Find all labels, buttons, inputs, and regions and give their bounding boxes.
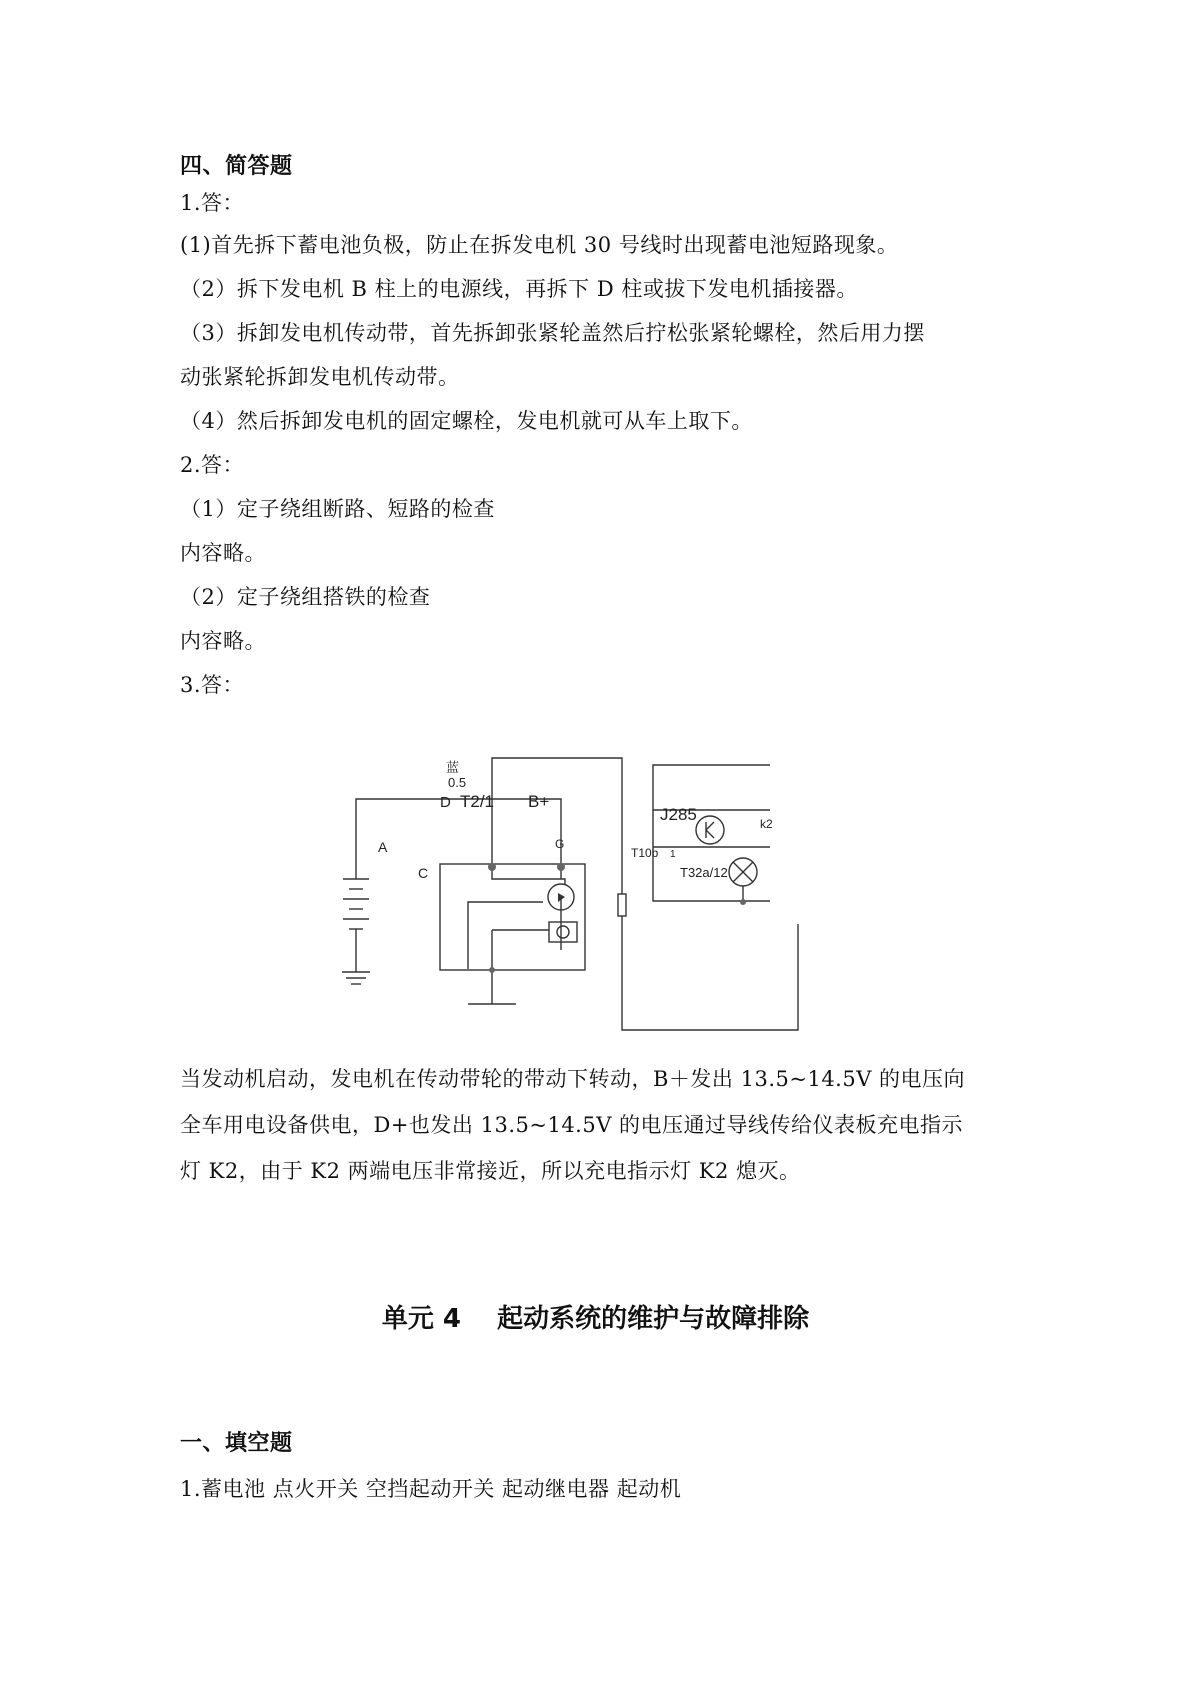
answer-2-note-1: 内容略。 — [180, 541, 266, 565]
section-heading-short-answer: 四、简答题 — [180, 154, 293, 179]
generator-housing — [440, 864, 585, 970]
wire-internal-loop — [468, 902, 543, 969]
module-label: J285 — [660, 805, 697, 824]
section-heading-fill-blank: 一、填空题 — [180, 1431, 293, 1456]
answer-1-step-3: （3）拆卸发电机传动带，首先拆卸张紧轮盖然后拧松张紧轮螺栓，然后用力摆 — [180, 321, 925, 345]
answer-1-label: 1.答： — [180, 191, 245, 215]
answer-3-text-1: 当发动机启动，发电机在传动带轮的带动下转动，B＋发出 13.5~14.5V 的电压向 — [180, 1067, 966, 1091]
wire-d-internal — [492, 867, 565, 884]
answer-2-item-1: （1）定子绕组断路、短路的检查 — [180, 497, 495, 521]
answer-3-text-3: 灯 K2，由于 K2 两端电压非常接近，所以充电指示灯 K2 熄灭。 — [180, 1159, 801, 1183]
wire-size-label: 0.5 — [448, 775, 467, 790]
charging-circuit-diagram — [340, 752, 840, 1042]
answer-3-label: 3.答： — [180, 673, 245, 697]
fuse-symbol — [618, 894, 626, 916]
charge-lamp-cross — [733, 862, 753, 882]
answer-1-step-1: (1)首先拆下蓄电池负极，防止在拆发电机 30 号线时出现蓄电池短路现象。 — [180, 233, 899, 257]
terminal-d-label: D — [440, 794, 451, 811]
battery-symbol — [342, 864, 370, 984]
wire-color-label: 蓝 — [446, 760, 460, 775]
connector2-label: T32a/12 — [680, 865, 728, 880]
regulator-symbol — [549, 922, 577, 942]
battery-label: A — [378, 839, 388, 855]
answer-1-step-2: （2）拆下发电机 B 柱上的电源线，再拆下 D 柱或拔下发电机插接器。 — [180, 277, 858, 301]
answer-1-step-4: （4）然后拆卸发电机的固定螺栓，发电机就可从车上取下。 — [180, 409, 753, 433]
wire-fuse-to-lamp — [622, 916, 798, 1030]
answer-2-label: 2.答： — [180, 453, 245, 477]
answer-2-item-2: （2）定子绕组搭铁的检查 — [180, 585, 431, 609]
terminal-bplus-label: B+ — [528, 792, 550, 811]
terminal-bplus-dot — [557, 863, 565, 871]
unit-title: 单元 4 起动系统的维护与故障排除 — [381, 1304, 810, 1334]
fuse-label: T10b — [631, 846, 659, 860]
answer-1-step-3-cont: 动张紧轮拆卸发电机传动带。 — [180, 365, 460, 389]
answer-2-note-2: 内容略。 — [180, 629, 266, 653]
ground-junction-dot — [489, 967, 495, 973]
connector-label: T2/1 — [460, 792, 495, 811]
generator-label: G — [555, 837, 565, 851]
gauge-symbol — [696, 816, 724, 844]
connector-dot — [740, 899, 746, 905]
fill-blank-answer-1: 1.蓄电池 点火开关 空挡起动开关 起动继电器 起动机 — [180, 1477, 682, 1501]
wire-d-to-fuse — [492, 758, 622, 894]
regulator-label: C — [418, 865, 429, 881]
fuse-pin-label: 1 — [670, 849, 676, 860]
regulator-circle — [557, 926, 569, 938]
gauge-needle — [706, 822, 714, 838]
lamp-label: k2 — [760, 817, 773, 831]
terminal-d-dot — [488, 863, 496, 871]
answer-3-text-2: 全车用电设备供电，D+也发出 13.5~14.5V 的电压通过导线传给仪表板充电指示 — [180, 1113, 964, 1137]
